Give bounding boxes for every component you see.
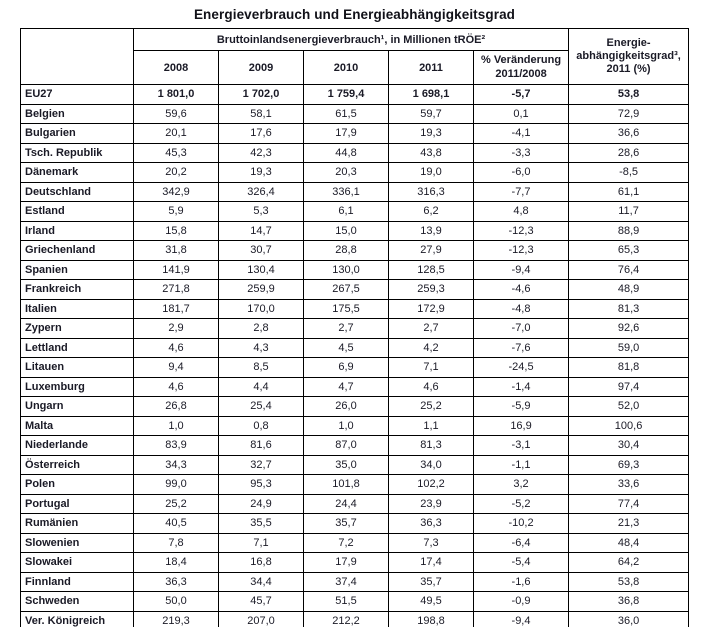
value-cell: 28,6	[569, 143, 689, 163]
value-cell: 59,7	[389, 104, 474, 124]
value-cell: -0,9	[474, 592, 569, 612]
value-cell: 4,4	[219, 377, 304, 397]
table-row	[21, 494, 689, 514]
value-cell: -4,6	[474, 280, 569, 300]
table-row	[21, 319, 689, 339]
value-cell: 81,3	[389, 436, 474, 456]
value-cell: 48,4	[569, 533, 689, 553]
value-cell: 59,6	[134, 104, 219, 124]
value-cell: 28,8	[304, 241, 389, 261]
value-cell: 81,3	[569, 299, 689, 319]
value-cell: 26,8	[134, 397, 219, 417]
value-cell: 4,3	[219, 338, 304, 358]
table-header	[21, 29, 689, 85]
country-cell: Schweden	[21, 592, 134, 612]
change-header-line1: % Veränderung	[480, 54, 562, 67]
value-cell: -9,4	[474, 611, 569, 627]
country-cell: Ungarn	[21, 397, 134, 417]
year-header-2011: 2011	[389, 51, 474, 85]
value-cell: 1 702,0	[219, 85, 304, 105]
value-cell: 77,4	[569, 494, 689, 514]
value-cell: 20,3	[304, 163, 389, 183]
value-cell: 81,6	[219, 436, 304, 456]
value-cell: -4,1	[474, 124, 569, 144]
table-row	[21, 143, 689, 163]
table-row	[21, 377, 689, 397]
value-cell: 7,3	[389, 533, 474, 553]
country-cell: Slowakei	[21, 553, 134, 573]
value-cell: 35,5	[219, 514, 304, 534]
value-cell: 48,9	[569, 280, 689, 300]
header-group-row	[21, 29, 689, 51]
value-cell: 170,0	[219, 299, 304, 319]
value-cell: 36,8	[569, 592, 689, 612]
table-row	[21, 455, 689, 475]
value-cell: 18,4	[134, 553, 219, 573]
value-cell: 175,5	[304, 299, 389, 319]
value-cell: 2,7	[389, 319, 474, 339]
table-row	[21, 241, 689, 261]
value-cell: 24,9	[219, 494, 304, 514]
value-cell: 6,1	[304, 202, 389, 222]
value-cell: 61,5	[304, 104, 389, 124]
value-cell: 7,8	[134, 533, 219, 553]
value-cell: 2,8	[219, 319, 304, 339]
value-cell: 19,3	[389, 124, 474, 144]
table-row	[21, 163, 689, 183]
value-cell: 4,5	[304, 338, 389, 358]
value-cell: 128,5	[389, 260, 474, 280]
value-cell: 102,2	[389, 475, 474, 495]
value-cell: 40,5	[134, 514, 219, 534]
value-cell: 21,3	[569, 514, 689, 534]
country-cell: Malta	[21, 416, 134, 436]
value-cell: 1,0	[304, 416, 389, 436]
value-cell: 36,3	[134, 572, 219, 592]
dependency-header-line1: Energie-	[606, 36, 651, 49]
table-row	[21, 202, 689, 222]
country-cell: Niederlande	[21, 436, 134, 456]
table-row	[21, 416, 689, 436]
value-cell: 0,1	[474, 104, 569, 124]
group-header-cell: Bruttoinlandsenergieverbrauch¹, in Millionen tRÖE²	[134, 29, 569, 51]
value-cell: -1,1	[474, 455, 569, 475]
value-cell: 4,6	[134, 377, 219, 397]
value-cell: 37,4	[304, 572, 389, 592]
value-cell: 26,0	[304, 397, 389, 417]
country-cell: Bulgarien	[21, 124, 134, 144]
value-cell: -12,3	[474, 221, 569, 241]
value-cell: 34,4	[219, 572, 304, 592]
value-cell: 25,4	[219, 397, 304, 417]
value-cell: 87,0	[304, 436, 389, 456]
country-cell: Deutschland	[21, 182, 134, 202]
country-cell: Ver. Königreich	[21, 611, 134, 627]
value-cell: 212,2	[304, 611, 389, 627]
country-cell: Zypern	[21, 319, 134, 339]
value-cell: -1,4	[474, 377, 569, 397]
table-row	[21, 85, 689, 105]
value-cell: 181,7	[134, 299, 219, 319]
country-cell: Dänemark	[21, 163, 134, 183]
value-cell: 50,0	[134, 592, 219, 612]
value-cell: -10,2	[474, 514, 569, 534]
value-cell: 88,9	[569, 221, 689, 241]
table-row	[21, 475, 689, 495]
table-row	[21, 221, 689, 241]
country-cell: Luxemburg	[21, 377, 134, 397]
country-cell: Litauen	[21, 358, 134, 378]
table-row	[21, 436, 689, 456]
value-cell: 49,5	[389, 592, 474, 612]
table-row	[21, 358, 689, 378]
value-cell: 4,6	[389, 377, 474, 397]
value-cell: 336,1	[304, 182, 389, 202]
table-row	[21, 533, 689, 553]
change-header-cell	[474, 51, 569, 85]
value-cell: 16,8	[219, 553, 304, 573]
value-cell: 35,7	[389, 572, 474, 592]
country-cell: Österreich	[21, 455, 134, 475]
value-cell: 36,6	[569, 124, 689, 144]
value-cell: 52,0	[569, 397, 689, 417]
value-cell: -1,6	[474, 572, 569, 592]
table-row	[21, 182, 689, 202]
value-cell: 59,0	[569, 338, 689, 358]
change-header-line2: 2011/2008	[495, 67, 547, 80]
value-cell: 42,3	[219, 143, 304, 163]
value-cell: 19,0	[389, 163, 474, 183]
value-cell: 4,8	[474, 202, 569, 222]
table-row	[21, 280, 689, 300]
value-cell: 43,8	[389, 143, 474, 163]
value-cell: 1,1	[389, 416, 474, 436]
value-cell: -5,9	[474, 397, 569, 417]
country-cell: Irland	[21, 221, 134, 241]
value-cell: 72,9	[569, 104, 689, 124]
country-cell: Italien	[21, 299, 134, 319]
value-cell: 4,2	[389, 338, 474, 358]
value-cell: 19,3	[219, 163, 304, 183]
value-cell: 1 698,1	[389, 85, 474, 105]
energy-table	[20, 28, 689, 627]
value-cell: 271,8	[134, 280, 219, 300]
value-cell: 16,9	[474, 416, 569, 436]
dependency-header-line2: abhängigkeitsgrad³,	[576, 49, 681, 62]
country-cell: EU27	[21, 85, 134, 105]
value-cell: 69,3	[569, 455, 689, 475]
value-cell: -7,7	[474, 182, 569, 202]
country-cell: Tsch. Republik	[21, 143, 134, 163]
value-cell: 31,8	[134, 241, 219, 261]
value-cell: 130,4	[219, 260, 304, 280]
value-cell: 53,8	[569, 85, 689, 105]
value-cell: 20,2	[134, 163, 219, 183]
value-cell: 2,7	[304, 319, 389, 339]
value-cell: 34,3	[134, 455, 219, 475]
value-cell: 20,1	[134, 124, 219, 144]
value-cell: 99,0	[134, 475, 219, 495]
value-cell: -7,6	[474, 338, 569, 358]
value-cell: 259,9	[219, 280, 304, 300]
value-cell: 5,9	[134, 202, 219, 222]
value-cell: 30,4	[569, 436, 689, 456]
value-cell: 25,2	[134, 494, 219, 514]
value-cell: -5,7	[474, 85, 569, 105]
value-cell: 141,9	[134, 260, 219, 280]
value-cell: -6,4	[474, 533, 569, 553]
value-cell: 0,8	[219, 416, 304, 436]
table-row	[21, 514, 689, 534]
dependency-header-line3: 2011 (%)	[606, 63, 651, 76]
value-cell: 7,1	[389, 358, 474, 378]
value-cell: 81,8	[569, 358, 689, 378]
year-header-2008: 2008	[134, 51, 219, 85]
table-row	[21, 592, 689, 612]
value-cell: 51,5	[304, 592, 389, 612]
value-cell: 342,9	[134, 182, 219, 202]
country-cell: Griechenland	[21, 241, 134, 261]
value-cell: 219,3	[134, 611, 219, 627]
country-cell: Slowenien	[21, 533, 134, 553]
table-row	[21, 104, 689, 124]
table-row	[21, 572, 689, 592]
table-row	[21, 124, 689, 144]
value-cell: 44,8	[304, 143, 389, 163]
value-cell: 17,9	[304, 553, 389, 573]
value-cell: 30,7	[219, 241, 304, 261]
value-cell: 198,8	[389, 611, 474, 627]
value-cell: 8,5	[219, 358, 304, 378]
value-cell: 11,7	[569, 202, 689, 222]
value-cell: 95,3	[219, 475, 304, 495]
value-cell: 259,3	[389, 280, 474, 300]
value-cell: 35,0	[304, 455, 389, 475]
value-cell: 1 759,4	[304, 85, 389, 105]
value-cell: 207,0	[219, 611, 304, 627]
value-cell: 9,4	[134, 358, 219, 378]
corner-cell	[21, 29, 134, 85]
value-cell: 267,5	[304, 280, 389, 300]
value-cell: 27,9	[389, 241, 474, 261]
value-cell: 32,7	[219, 455, 304, 475]
table-row	[21, 553, 689, 573]
country-cell: Portugal	[21, 494, 134, 514]
value-cell: 45,3	[134, 143, 219, 163]
year-header-2009: 2009	[219, 51, 304, 85]
value-cell: 4,7	[304, 377, 389, 397]
value-cell: 25,2	[389, 397, 474, 417]
value-cell: 7,2	[304, 533, 389, 553]
value-cell: 7,1	[219, 533, 304, 553]
value-cell: 58,1	[219, 104, 304, 124]
value-cell: 83,9	[134, 436, 219, 456]
page-title: Energieverbrauch und Energieabhängigkeitsgrad	[193, 7, 516, 22]
value-cell: 2,9	[134, 319, 219, 339]
value-cell: 3,2	[474, 475, 569, 495]
value-cell: -12,3	[474, 241, 569, 261]
value-cell: 4,6	[134, 338, 219, 358]
table-row	[21, 397, 689, 417]
value-cell: 17,6	[219, 124, 304, 144]
value-cell: 172,9	[389, 299, 474, 319]
value-cell: -24,5	[474, 358, 569, 378]
value-cell: 6,9	[304, 358, 389, 378]
value-cell: -5,2	[474, 494, 569, 514]
value-cell: 35,7	[304, 514, 389, 534]
value-cell: 61,1	[569, 182, 689, 202]
value-cell: 24,4	[304, 494, 389, 514]
value-cell: 1,0	[134, 416, 219, 436]
table-row	[21, 299, 689, 319]
value-cell: -3,3	[474, 143, 569, 163]
value-cell: -3,1	[474, 436, 569, 456]
value-cell: 5,3	[219, 202, 304, 222]
value-cell: 13,9	[389, 221, 474, 241]
value-cell: 34,0	[389, 455, 474, 475]
value-cell: -9,4	[474, 260, 569, 280]
value-cell: 76,4	[569, 260, 689, 280]
value-cell: 100,6	[569, 416, 689, 436]
table-row	[21, 260, 689, 280]
country-cell: Belgien	[21, 104, 134, 124]
value-cell: 14,7	[219, 221, 304, 241]
value-cell: 15,0	[304, 221, 389, 241]
value-cell: -7,0	[474, 319, 569, 339]
value-cell: 130,0	[304, 260, 389, 280]
dependency-header-cell	[569, 29, 689, 85]
country-cell: Polen	[21, 475, 134, 495]
value-cell: 33,6	[569, 475, 689, 495]
value-cell: 326,4	[219, 182, 304, 202]
value-cell: 6,2	[389, 202, 474, 222]
value-cell: 53,8	[569, 572, 689, 592]
value-cell: 1 801,0	[134, 85, 219, 105]
value-cell: 65,3	[569, 241, 689, 261]
year-header-2010: 2010	[304, 51, 389, 85]
value-cell: 97,4	[569, 377, 689, 397]
value-cell: 36,3	[389, 514, 474, 534]
table-body	[21, 85, 689, 627]
value-cell: 64,2	[569, 553, 689, 573]
value-cell: 15,8	[134, 221, 219, 241]
value-cell: 36,0	[569, 611, 689, 627]
country-cell: Lettland	[21, 338, 134, 358]
country-cell: Estland	[21, 202, 134, 222]
value-cell: 17,9	[304, 124, 389, 144]
value-cell: -6,0	[474, 163, 569, 183]
value-cell: -4,8	[474, 299, 569, 319]
country-cell: Finnland	[21, 572, 134, 592]
table-row	[21, 338, 689, 358]
value-cell: 316,3	[389, 182, 474, 202]
value-cell: 45,7	[219, 592, 304, 612]
country-cell: Spanien	[21, 260, 134, 280]
country-cell: Rumänien	[21, 514, 134, 534]
value-cell: 23,9	[389, 494, 474, 514]
value-cell: 92,6	[569, 319, 689, 339]
value-cell: -5,4	[474, 553, 569, 573]
country-cell: Frankreich	[21, 280, 134, 300]
value-cell: -8,5	[569, 163, 689, 183]
table-row	[21, 611, 689, 627]
value-cell: 101,8	[304, 475, 389, 495]
value-cell: 17,4	[389, 553, 474, 573]
